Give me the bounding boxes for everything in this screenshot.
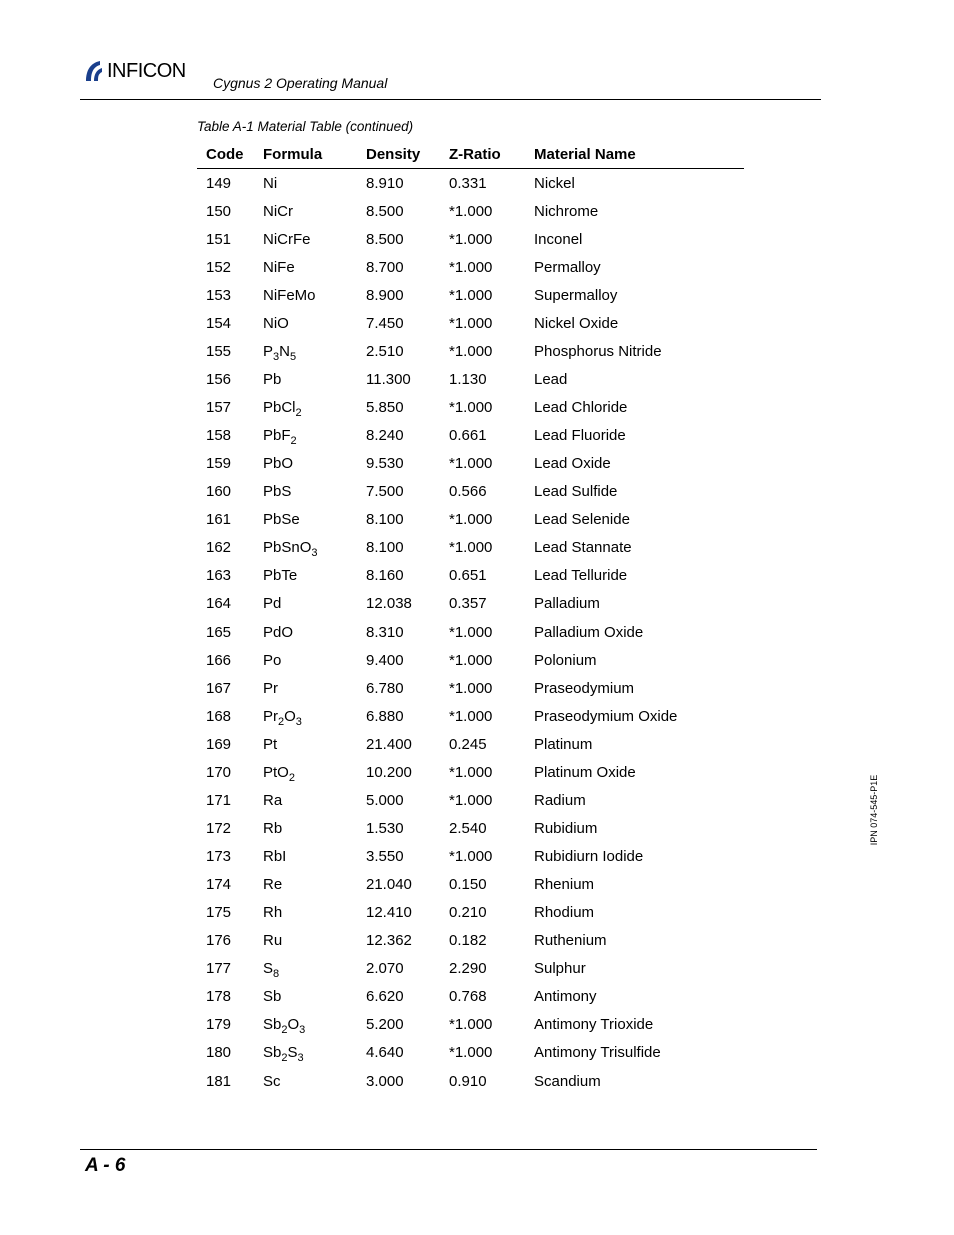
cell-code: 161	[206, 511, 232, 529]
page-number: A - 6	[85, 1155, 126, 1176]
cell-material-name: Praseodymium	[534, 679, 635, 697]
cell-material-name: Lead Chloride	[534, 399, 628, 417]
formula-subscript: 3	[311, 547, 318, 560]
cell-material-name: Inconel	[534, 230, 583, 248]
formula-part: PbSnO	[263, 539, 312, 557]
formula-subscript: 2	[288, 771, 295, 784]
cell-material-name: Rubidium	[534, 819, 598, 837]
cell-z-ratio: *1.000	[449, 399, 493, 417]
cell-formula	[254, 287, 360, 304]
table-row	[197, 1039, 744, 1067]
formula-part: S	[263, 960, 274, 978]
cell-density: 12.362	[366, 932, 412, 950]
cell-density: 2.070	[366, 960, 404, 978]
table-row	[197, 197, 744, 225]
cell-z-ratio: 2.290	[449, 960, 487, 978]
cell-z-ratio: 0.566	[449, 483, 487, 501]
table-row	[197, 646, 744, 674]
logo-text: INFICON	[107, 60, 186, 82]
cell-z-ratio: *1.000	[449, 314, 493, 332]
cell-formula	[254, 259, 360, 276]
cell-z-ratio: *1.000	[449, 791, 493, 809]
table-row	[197, 955, 744, 983]
footer-divider	[80, 1149, 817, 1150]
formula-subscript: 2	[295, 407, 302, 420]
cell-z-ratio: *1.000	[449, 230, 493, 248]
cell-z-ratio: 0.150	[449, 876, 487, 894]
formula-subscript: 3	[273, 350, 280, 363]
table-row	[197, 450, 744, 478]
cell-formula	[254, 848, 360, 865]
table-row	[197, 843, 744, 871]
table-row	[197, 590, 744, 618]
formula-part: Pr	[263, 707, 278, 725]
formula-subscript: 2	[278, 715, 285, 728]
cell-code: 151	[206, 230, 232, 248]
header-divider	[80, 99, 821, 100]
cell-code: 180	[206, 1044, 232, 1062]
table-row	[197, 253, 744, 281]
table-row	[197, 169, 744, 197]
cell-z-ratio: *1.000	[449, 623, 493, 641]
table-row	[197, 758, 744, 786]
cell-density: 9.400	[366, 651, 404, 669]
cell-code: 155	[206, 342, 232, 360]
cell-density: 1.530	[366, 819, 404, 837]
cell-density: 10.200	[366, 763, 412, 781]
manual-title: Cygnus 2 Operating Manual	[213, 75, 388, 91]
table-row	[197, 309, 744, 337]
formula-part: Pr	[263, 679, 278, 697]
cell-code: 158	[206, 427, 232, 445]
table-row	[197, 365, 744, 393]
cell-z-ratio: 0.357	[449, 595, 487, 613]
cell-code: 181	[206, 1072, 232, 1090]
cell-material-name: Scandium	[534, 1072, 601, 1090]
table-row	[197, 983, 744, 1011]
cell-material-name: Antimony Trioxide	[534, 1016, 654, 1034]
cell-z-ratio: *1.000	[449, 651, 493, 669]
inficon-logo-icon	[82, 59, 104, 83]
table-row	[197, 394, 744, 422]
cell-material-name: Lead Telluride	[534, 567, 628, 585]
table-row	[197, 1011, 744, 1039]
cell-density: 5.200	[366, 1016, 404, 1034]
cell-code: 171	[206, 791, 232, 809]
table-row	[197, 225, 744, 253]
cell-density: 12.038	[366, 595, 412, 613]
cell-formula	[254, 371, 360, 388]
cell-code: 152	[206, 258, 232, 276]
cell-material-name: Praseodymium Oxide	[534, 707, 678, 725]
cell-density: 11.300	[366, 370, 411, 388]
cell-formula	[254, 904, 360, 921]
cell-formula	[254, 539, 360, 560]
cell-material-name: Ruthenium	[534, 932, 607, 950]
inficon-logo	[82, 59, 186, 83]
formula-part: Sb	[263, 1044, 282, 1062]
table-row	[197, 871, 744, 899]
table-row	[197, 1067, 744, 1095]
formula-part: N	[279, 342, 290, 360]
cell-material-name: Rhenium	[534, 876, 595, 894]
table-row	[197, 814, 744, 842]
cell-material-name: Lead Fluoride	[534, 427, 626, 445]
formula-part: NiO	[263, 314, 289, 332]
cell-density: 8.100	[366, 539, 404, 557]
cell-code: 172	[206, 819, 232, 837]
cell-z-ratio: *1.000	[449, 763, 493, 781]
cell-code: 168	[206, 707, 232, 725]
formula-part: Po	[263, 651, 282, 669]
cell-density: 8.700	[366, 258, 404, 276]
cell-code: 176	[206, 932, 232, 950]
cell-formula	[254, 427, 360, 448]
cell-material-name: Lead Stannate	[534, 539, 632, 557]
formula-part: Sb	[263, 1016, 282, 1034]
column-header-formula: Formula	[263, 145, 323, 163]
cell-density: 9.530	[366, 455, 404, 473]
cell-material-name: Antimony	[534, 988, 597, 1006]
cell-density: 8.240	[366, 427, 404, 445]
cell-formula	[254, 652, 360, 669]
table-header-row	[197, 140, 744, 169]
cell-code: 175	[206, 904, 232, 922]
formula-subscript: 3	[299, 1024, 306, 1037]
formula-subscript: 5	[289, 350, 297, 363]
cell-formula	[254, 1016, 360, 1037]
cell-material-name: Antimony Trisulfide	[534, 1044, 661, 1062]
cell-material-name: Platinum	[534, 735, 593, 753]
cell-code: 166	[206, 651, 232, 669]
cell-code: 149	[206, 174, 232, 192]
formula-part: NiFe	[263, 258, 295, 276]
cell-formula	[254, 876, 360, 893]
cell-z-ratio: *1.000	[449, 707, 493, 725]
cell-z-ratio: *1.000	[449, 286, 493, 304]
cell-code: 178	[206, 988, 232, 1006]
cell-formula	[254, 988, 360, 1005]
cell-code: 156	[206, 370, 232, 388]
cell-code: 174	[206, 876, 232, 894]
table-row	[197, 281, 744, 309]
cell-code: 177	[206, 960, 232, 978]
table-caption: Table A-1 Material Table (continued)	[197, 119, 414, 134]
table-row	[197, 702, 744, 730]
cell-z-ratio: *1.000	[449, 1044, 493, 1062]
cell-z-ratio: 0.661	[449, 427, 487, 445]
cell-formula	[254, 960, 360, 981]
cell-code: 150	[206, 202, 232, 220]
cell-density: 6.620	[366, 988, 404, 1006]
cell-z-ratio: *1.000	[449, 342, 493, 360]
formula-part: NiCrFe	[263, 230, 311, 248]
table-row	[197, 534, 744, 562]
formula-part: Pd	[263, 595, 282, 613]
cell-density: 5.000	[366, 791, 404, 809]
cell-code: 173	[206, 848, 232, 866]
cell-code: 154	[206, 314, 232, 332]
cell-density: 21.400	[366, 735, 412, 753]
cell-z-ratio: 0.768	[449, 988, 487, 1006]
table-row	[197, 899, 744, 927]
formula-part: PbSe	[263, 511, 300, 529]
table-row	[197, 786, 744, 814]
cell-formula	[254, 624, 360, 641]
cell-z-ratio: 2.540	[449, 819, 487, 837]
formula-part: Ni	[263, 174, 278, 192]
cell-code: 153	[206, 286, 232, 304]
cell-material-name: Palladium Oxide	[534, 623, 644, 641]
cell-density: 3.000	[366, 1072, 404, 1090]
cell-code: 160	[206, 483, 232, 501]
cell-z-ratio: 0.651	[449, 567, 487, 585]
formula-subscript: 2	[281, 1052, 288, 1065]
formula-part: PbS	[263, 483, 292, 501]
cell-material-name: Rhodium	[534, 904, 595, 922]
cell-density: 5.850	[366, 399, 404, 417]
cell-density: 7.500	[366, 483, 404, 501]
cell-formula	[254, 203, 360, 220]
cell-z-ratio: *1.000	[449, 455, 493, 473]
cell-formula	[254, 483, 360, 500]
cell-code: 157	[206, 399, 232, 417]
cell-material-name: Sulphur	[534, 960, 586, 978]
cell-formula	[254, 736, 360, 753]
formula-subscript: 2	[281, 1024, 288, 1037]
cell-formula	[254, 175, 360, 192]
cell-code: 167	[206, 679, 232, 697]
table-row	[197, 927, 744, 955]
cell-material-name: Radium	[534, 791, 586, 809]
cell-formula	[254, 315, 360, 332]
cell-density: 8.910	[366, 174, 404, 192]
cell-z-ratio: *1.000	[449, 679, 493, 697]
table-row	[197, 730, 744, 758]
cell-z-ratio: *1.000	[449, 539, 493, 557]
column-header-material-name: Material Name	[534, 145, 636, 163]
cell-material-name: Lead Oxide	[534, 455, 611, 473]
cell-formula	[254, 455, 360, 472]
cell-z-ratio: 0.331	[449, 174, 487, 192]
formula-part: PdO	[263, 623, 294, 641]
table-body	[197, 169, 744, 1095]
formula-part: PbCl	[263, 399, 296, 417]
formula-part: S	[287, 1044, 298, 1062]
cell-material-name: Permalloy	[534, 258, 601, 276]
formula-part: PbF	[263, 427, 291, 445]
column-header-density: Density	[366, 145, 421, 163]
formula-subscript: 2	[290, 435, 297, 448]
formula-subscript: 3	[295, 715, 302, 728]
cell-formula	[254, 511, 360, 528]
cell-material-name: Lead	[534, 370, 568, 388]
cell-material-name: Palladium	[534, 595, 600, 613]
table-row	[197, 337, 744, 365]
formula-part: RbI	[263, 848, 287, 866]
cell-density: 6.880	[366, 707, 404, 725]
cell-formula	[254, 680, 360, 697]
ipn-side-label: IPN 074-545-P1E	[869, 774, 879, 846]
cell-formula	[254, 763, 360, 784]
formula-part: O	[284, 707, 296, 725]
cell-density: 6.780	[366, 679, 404, 697]
cell-z-ratio: *1.000	[449, 202, 493, 220]
material-table	[197, 140, 744, 1095]
cell-material-name: Platinum Oxide	[534, 763, 636, 781]
table-row	[197, 674, 744, 702]
cell-z-ratio: *1.000	[449, 511, 493, 529]
cell-z-ratio: 0.245	[449, 735, 487, 753]
cell-material-name: Nickel Oxide	[534, 314, 619, 332]
cell-density: 8.100	[366, 511, 404, 529]
cell-material-name: Rubidiurn Iodide	[534, 848, 644, 866]
cell-density: 8.500	[366, 202, 404, 220]
table-row	[197, 478, 744, 506]
cell-material-name: Phosphorus Nitride	[534, 342, 662, 360]
cell-density: 4.640	[366, 1044, 404, 1062]
formula-part: NiFeMo	[263, 286, 316, 304]
cell-z-ratio: 0.910	[449, 1072, 487, 1090]
formula-part: Sb	[263, 988, 282, 1006]
cell-material-name: Nickel	[534, 174, 575, 192]
cell-density: 8.500	[366, 230, 404, 248]
cell-formula	[254, 595, 360, 612]
formula-part: Ru	[263, 932, 283, 950]
formula-subscript: 3	[297, 1052, 304, 1065]
formula-subscript: 8	[273, 968, 280, 981]
cell-code: 170	[206, 763, 232, 781]
formula-part: PbO	[263, 455, 294, 473]
cell-density: 8.900	[366, 286, 404, 304]
cell-material-name: Nichrome	[534, 202, 599, 220]
formula-part: NiCr	[263, 202, 293, 220]
formula-part: Sc	[263, 1072, 281, 1090]
cell-density: 2.510	[366, 342, 404, 360]
cell-code: 179	[206, 1016, 232, 1034]
cell-code: 169	[206, 735, 232, 753]
cell-material-name: Supermalloy	[534, 286, 618, 304]
cell-density: 8.310	[366, 623, 404, 641]
formula-part: PbTe	[263, 567, 298, 585]
cell-density: 7.450	[366, 314, 404, 332]
cell-density: 3.550	[366, 848, 404, 866]
formula-part: Ra	[263, 791, 283, 809]
cell-formula	[254, 820, 360, 837]
cell-formula	[254, 1073, 360, 1090]
cell-formula	[254, 231, 360, 248]
cell-density: 8.160	[366, 567, 404, 585]
cell-code: 163	[206, 567, 232, 585]
column-header-z-ratio: Z-Ratio	[449, 145, 501, 163]
cell-formula	[254, 399, 360, 420]
formula-part: O	[287, 1016, 300, 1034]
cell-z-ratio: *1.000	[449, 848, 493, 866]
cell-code: 162	[206, 539, 232, 557]
cell-formula	[254, 932, 360, 949]
cell-formula	[254, 792, 360, 809]
formula-part: Pt	[263, 735, 278, 753]
formula-part: Rh	[263, 904, 283, 922]
cell-z-ratio: 1.130	[449, 370, 487, 388]
cell-z-ratio: 0.210	[449, 904, 487, 922]
cell-formula	[254, 1044, 360, 1065]
cell-formula	[254, 707, 360, 728]
cell-code: 165	[206, 623, 232, 641]
formula-part: Rb	[263, 819, 283, 837]
cell-density: 21.040	[366, 876, 412, 894]
cell-code: 159	[206, 455, 232, 473]
cell-code: 164	[206, 595, 232, 613]
formula-part: Re	[263, 876, 283, 894]
cell-formula	[254, 342, 360, 363]
cell-formula	[254, 567, 360, 584]
table-row	[197, 422, 744, 450]
formula-part: P	[263, 342, 274, 360]
cell-material-name: Polonium	[534, 651, 597, 669]
table-row	[197, 506, 744, 534]
cell-material-name: Lead Selenide	[534, 511, 630, 529]
cell-z-ratio: *1.000	[449, 1016, 493, 1034]
cell-z-ratio: 0.182	[449, 932, 487, 950]
formula-part: Pb	[263, 370, 282, 388]
table-row	[197, 562, 744, 590]
cell-material-name: Lead Sulfide	[534, 483, 618, 501]
column-header-code: Code	[206, 145, 244, 163]
cell-z-ratio: *1.000	[449, 258, 493, 276]
cell-density: 12.410	[366, 904, 412, 922]
table-row	[197, 618, 744, 646]
formula-part: PtO	[263, 763, 289, 781]
